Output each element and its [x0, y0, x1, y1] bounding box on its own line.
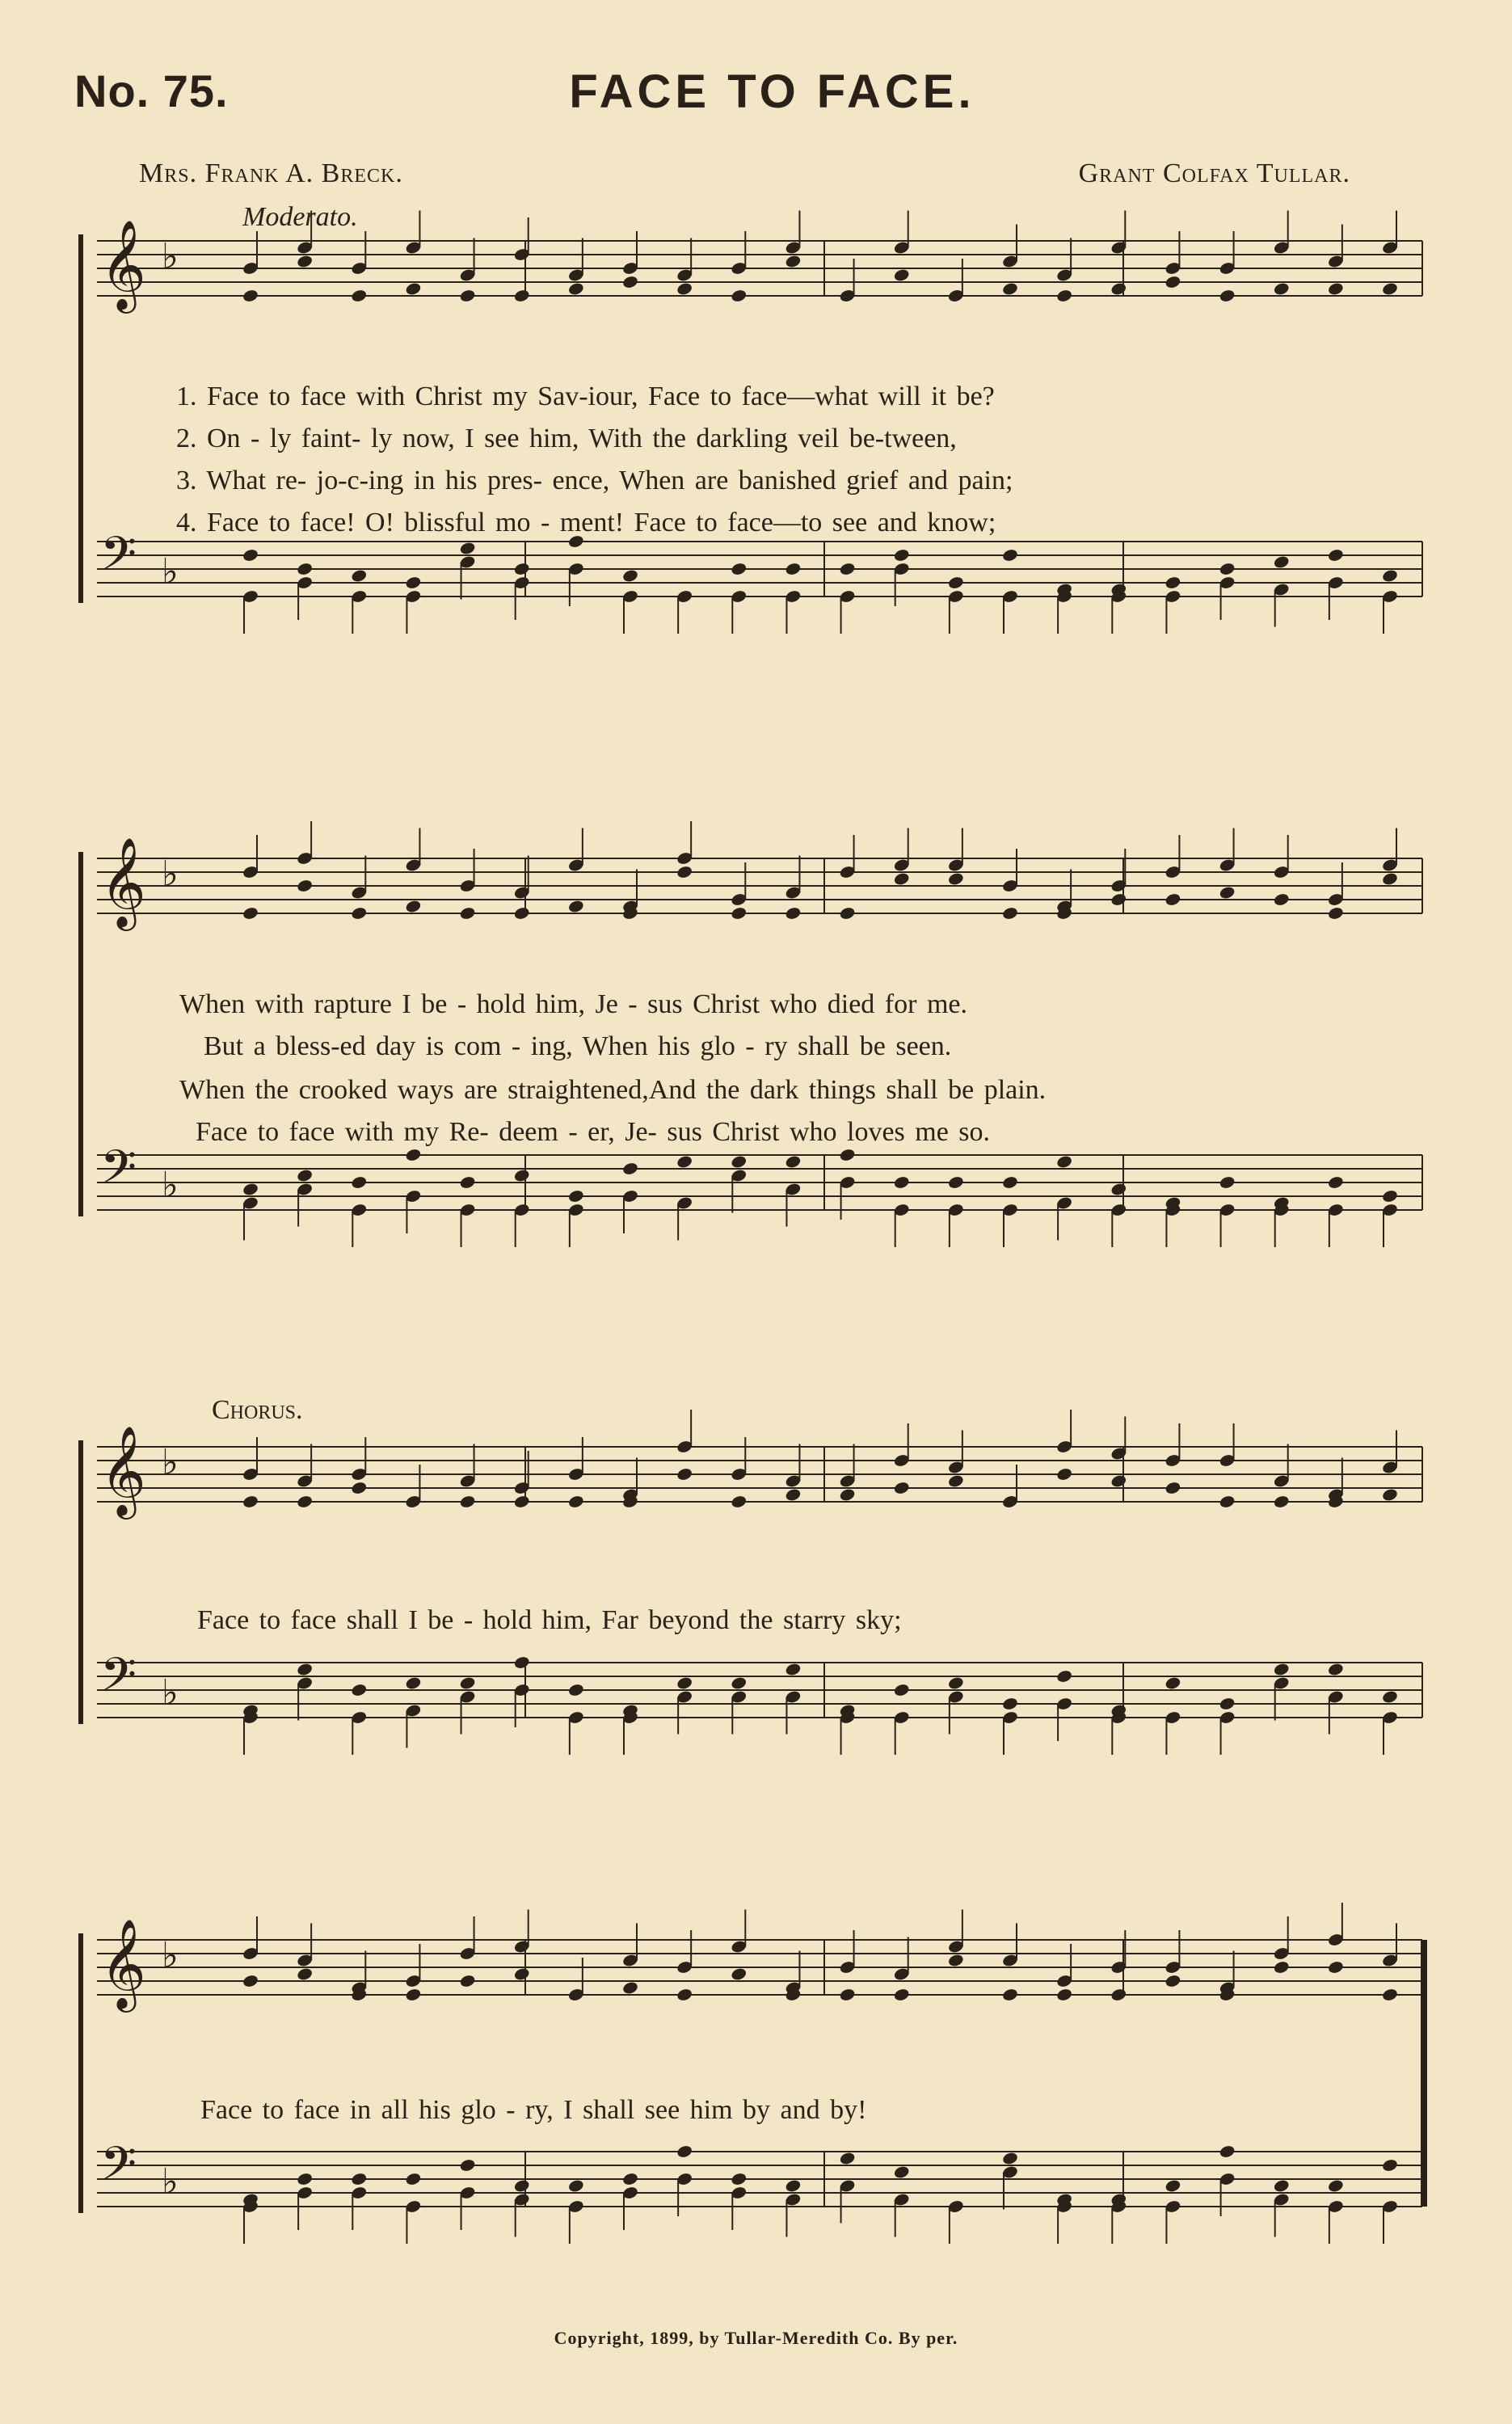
treble-clef-icon: 𝄞: [100, 219, 146, 310]
note-head: [405, 2172, 422, 2186]
composer-credit: Grant Colfax Tullar.: [1078, 158, 1350, 188]
lyric-line: Face to face shall I be - hold him, Far beyond the starry sky;: [197, 1605, 902, 1635]
note-head: [1273, 2178, 1290, 2193]
note-head: [731, 1967, 748, 1981]
bass-clef-icon: 𝄢: [100, 1647, 137, 1714]
flat-icon: ♭: [162, 551, 179, 592]
treble-clef-icon: 𝄞: [100, 1918, 146, 2009]
note-head: [1001, 1988, 1018, 2002]
note-head: [242, 1974, 259, 1988]
note-head: [621, 2172, 638, 2186]
note-head: [513, 1967, 530, 1981]
lyric-line: 4. Face to face! O! blissful mo - ment! Face to face—to see and know;: [176, 508, 996, 537]
note-head: [621, 1980, 638, 1995]
note-head: [1381, 1988, 1398, 2002]
note-head: [459, 1974, 476, 1988]
note-head: [676, 2144, 693, 2159]
note-head: [1381, 2158, 1398, 2173]
bass-clef-icon: 𝄢: [100, 1140, 137, 1206]
note-head: [947, 1953, 964, 1967]
hymn-title: FACE TO FACE.: [569, 65, 975, 118]
lyric-line: 3. What re- jo-c-ing in his pres- ence, When are banished grief and pain;: [176, 466, 1013, 495]
lyric-line: 2. On - ly faint- ly now, I see him, With the darkling veil be-tween,: [176, 424, 957, 453]
note-head: [839, 2151, 856, 2165]
bass-clef-icon: 𝄢: [100, 526, 137, 592]
note-head: [1219, 2144, 1236, 2159]
note-head: [1110, 1988, 1127, 2002]
lyric-line: When with rapture I be - hold him, Je - sus Christ who died for me.: [179, 989, 967, 1019]
note-head: [785, 2178, 802, 2193]
chorus-label: Chorus.: [212, 1395, 303, 1425]
hymn-number: No. 75.: [74, 65, 229, 116]
note-head: [1165, 2178, 1181, 2193]
note-head: [1001, 2151, 1018, 2165]
lyricist-credit: Mrs. Frank A. Breck.: [139, 158, 403, 188]
copyright-notice: Copyright, 1899, by Tullar-Meredith Co. By per.: [554, 2328, 958, 2348]
flat-icon: ♭: [162, 854, 179, 895]
note-head: [1273, 1960, 1290, 1975]
treble-clef-icon: 𝄞: [100, 1425, 146, 1516]
flat-icon: ♭: [162, 1442, 179, 1483]
note-head: [731, 2172, 748, 2186]
flat-icon: ♭: [162, 1165, 179, 1206]
note-head: [459, 2158, 476, 2173]
bass-clef-icon: 𝄢: [100, 2136, 137, 2203]
note-head: [1165, 1974, 1181, 1988]
note-head: [296, 1967, 313, 1981]
note-head: [1327, 2178, 1344, 2193]
lyric-line: When the crooked ways are straightened,And the dark things shall be plain.: [179, 1075, 1047, 1105]
note-head: [893, 2165, 910, 2179]
note-head: [1055, 1988, 1072, 2002]
note-head: [405, 1988, 422, 2002]
tempo-marking: Moderato.: [242, 202, 358, 232]
flat-icon: ♭: [162, 2161, 179, 2203]
note-head: [351, 2172, 368, 2186]
note-head: [839, 1988, 856, 2002]
note-head: [567, 2178, 584, 2193]
note-head: [513, 2178, 530, 2193]
lyric-line: Face to face in all his glo - ry, I shall see him by and by!: [200, 2095, 867, 2125]
flat-icon: ♭: [162, 236, 179, 277]
note-head: [296, 2172, 313, 2186]
note-head: [893, 1988, 910, 2002]
lyric-line: Face to face with my Re- deem - er, Je- sus Christ who loves me so.: [196, 1117, 991, 1147]
lyric-line: 1. Face to face with Christ my Sav-iour, Face to face—what will it be?: [176, 382, 995, 411]
note-head: [1327, 1960, 1344, 1975]
lyric-line: But a bless-ed day is com - ing, When his glo - ry shall be seen.: [204, 1031, 952, 1061]
flat-icon: ♭: [162, 1935, 179, 1976]
treble-clef-icon: 𝄞: [100, 837, 146, 927]
final-barline: [1421, 1940, 1427, 2207]
note-head: [676, 1988, 693, 2002]
flat-icon: ♭: [162, 1672, 179, 1714]
